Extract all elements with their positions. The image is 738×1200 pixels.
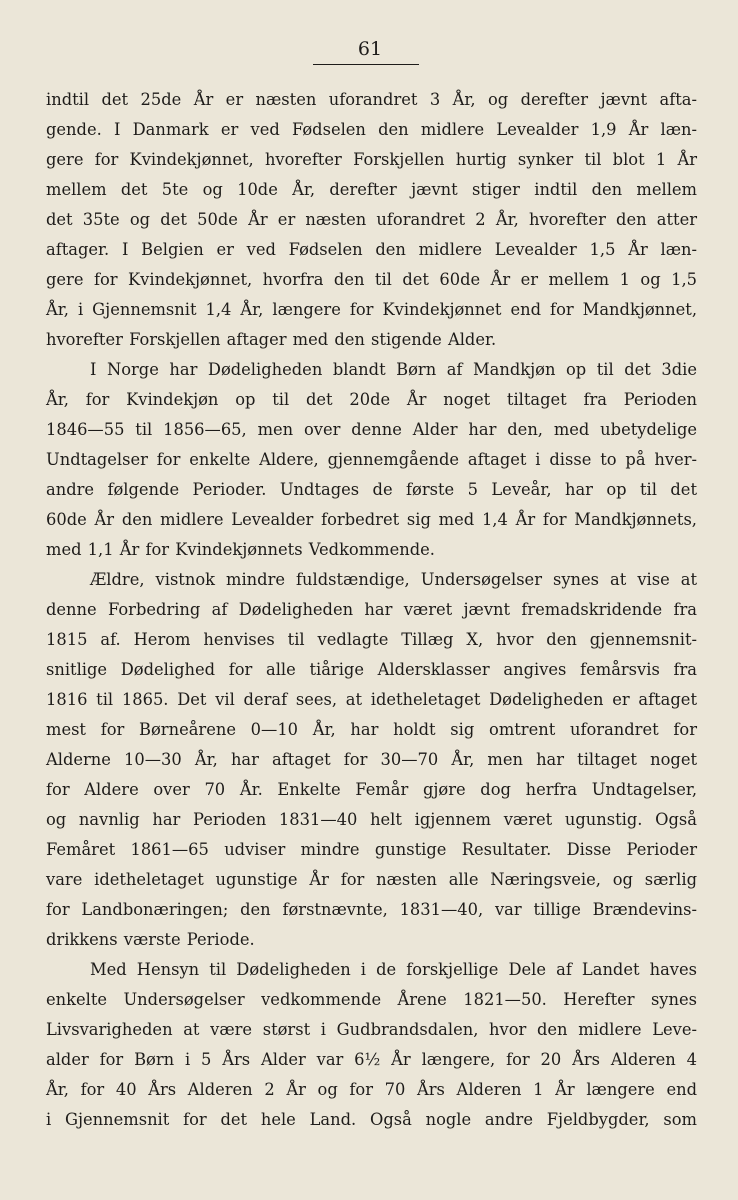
text-line: Ældre, vistnok mindre fuldstændige, Undersøgelser synes at vise at <box>90 570 697 589</box>
text-line: og navnlig har Perioden 1831—40 helt igjennem været ugunstig. Også <box>46 810 697 829</box>
text-line: snitlige Dødelighed for alle tiårige Aldersklasser angives femårsvis fra <box>46 660 697 679</box>
text-line: Med Hensyn til Dødeligheden i de forskjellige Dele af Landet haves <box>90 960 697 979</box>
text-line: indtil det 25de År er næsten uforandret 3 År, og derefter jævnt afta- <box>46 90 697 109</box>
text-line: med 1,1 År for Kvindekjønnets Vedkommende. <box>46 540 435 559</box>
text-line: År, for 40 Års Alderen 2 År og for 70 Års Alderen 1 År længere end <box>46 1080 697 1099</box>
text-line: 1815 af. Herom henvises til vedlagte Tillæg X, hvor den gjennemsnit- <box>46 630 697 649</box>
text-line: År, i Gjennemsnit 1,4 År, længere for Kvindekjønnet end for Mandkjønnet, <box>46 300 697 319</box>
page-number: 61 <box>357 38 383 60</box>
text-line: for Landbonæringen; den førstnævnte, 1831—40, var tillige Brændevins- <box>46 900 697 919</box>
text-line: alder for Børn i 5 Års Alder var 6½ År længere, for 20 Års Alderen 4 <box>46 1050 697 1069</box>
text-line: 60de År den midlere Levealder forbedret sig med 1,4 År for Mandkjønnets, <box>46 510 697 529</box>
text-line: i Gjennemsnit for det hele Land. Også nogle andre Fjeldbygder, som <box>46 1110 697 1129</box>
text-line: Livsvarigheden at være størst i Gudbrandsdalen, hvor den midlere Leve- <box>46 1020 697 1039</box>
text-line: for Aldere over 70 År. Enkelte Femår gjøre dog herfra Undtagelser, <box>46 780 697 799</box>
text-line: enkelte Undersøgelser vedkommende Årene 1821—50. Herefter synes <box>46 990 697 1009</box>
text-line: hvorefter Forskjellen aftager med den stigende Alder. <box>46 330 497 349</box>
text-line: Femåret 1861—65 udviser mindre gunstige Resultater. Disse Perioder <box>46 840 697 859</box>
text-line: drikkens værste Periode. <box>46 930 255 949</box>
text-line: andre følgende Perioder. Undtages de første 5 Leveår, har op til det <box>46 480 697 499</box>
text-line: Alderne 10—30 År, har aftaget for 30—70 År, men har tiltaget noget <box>46 750 697 769</box>
text-line: denne Forbedring af Dødeligheden har været jævnt fremadskridende fra <box>46 600 697 619</box>
text-line: vare idetheletaget ugunstige År for næsten alle Næringsveie, og særlig <box>46 870 697 889</box>
text-line: I Norge har Dødeligheden blandt Børn af Mandkjøn op til det 3die <box>90 360 697 379</box>
text-line: gere for Kvindekjønnet, hvorefter Forskjellen hurtig synker til blot 1 År <box>46 150 697 169</box>
text-line: 1846—55 til 1856—65, men over denne Alder har den, med ubetydelige <box>46 420 697 439</box>
text-line: mellem det 5te og 10de År, derefter jævnt stiger indtil den mellem <box>46 180 697 199</box>
text-line: aftager. I Belgien er ved Fødselen den midlere Levealder 1,5 År læn- <box>46 240 697 259</box>
text-line: År, for Kvindekjøn op til det 20de År noget tiltaget fra Perioden <box>46 390 697 409</box>
body-text <box>46 85 697 1135</box>
text-line: 1816 til 1865. Det vil deraf sees, at idetheletaget Dødeligheden er aftaget <box>46 690 697 709</box>
text-line: mest for Børneårene 0—10 År, har holdt sig omtrent uforandret for <box>46 720 697 739</box>
text-line: det 35te og det 50de År er næsten uforandret 2 År, hvorefter den atter <box>46 210 697 229</box>
text-line: gende. I Danmark er ved Fødselen den midlere Levealder 1,9 År læn- <box>46 120 697 139</box>
text-line: gere for Kvindekjønnet, hvorfra den til det 60de År er mellem 1 og 1,5 <box>46 270 697 289</box>
header-rule <box>313 64 419 65</box>
text-line: Undtagelser for enkelte Aldere, gjennemgående aftaget i disse to på hver- <box>46 450 697 469</box>
